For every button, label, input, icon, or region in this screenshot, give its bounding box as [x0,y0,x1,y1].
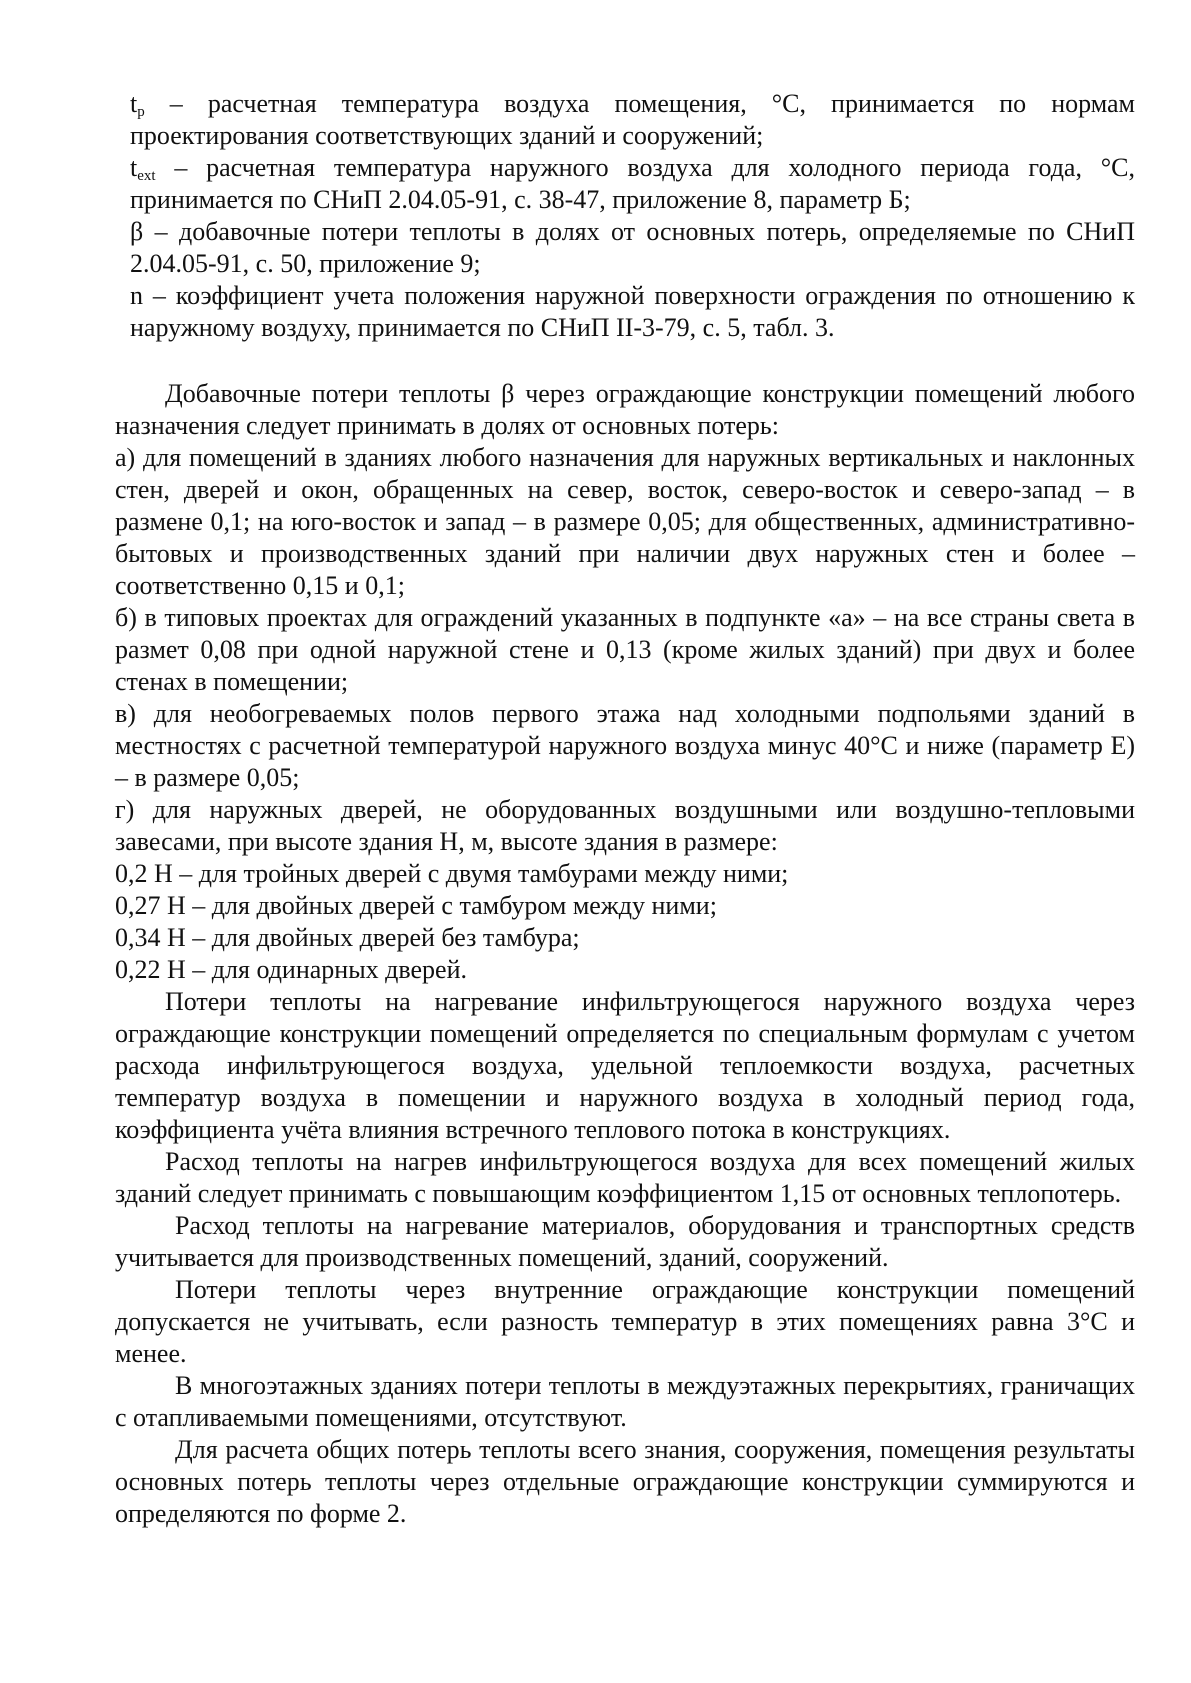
door-coefficient-line: 0,22 Н – для одинарных дверей. [115,955,468,984]
definition-text: – добавочные потери теплоты в долях от основных потерь, определяемые по СНиП 2.04.05-91, с. 50, приложение 9; [130,217,1135,278]
symbol: β [130,217,144,246]
symbol: t [130,89,138,118]
symbol-subscript: ext [137,168,156,184]
symbol: t [130,153,138,182]
symbol-subscript: p [137,104,145,120]
paragraph-total-losses: Для расчета общих потерь теплоты всего знания, сооружения, помещения результаты основных потерь теплоты через отдельные ограждающие конструкции суммируются и определяются по форме 2. [115,1435,1135,1528]
definition-text: – расчетная температура воздуха помещения, °С, принимается по нормам проектирования соответствующих зданий и сооружений; [130,89,1135,150]
list-item-v: в) для необогреваемых полов первого этажа над холодными подпольями зданий в местностях с расчетной температурой наружного воздуха минус 40°С и ниже (параметр Е) – в размере 0,05; [115,699,1135,792]
door-coefficient-line: 0,27 Н – для двойных дверей с тамбуром между ними; [115,891,717,920]
symbol: n [130,281,143,310]
definition-tp [0,88,1191,152]
body-text [0,378,1191,1530]
definition-text: – расчетная температура наружного воздуха для холодного периода года, °С, принимается по СНиП 2.04.05-91, с. 38-47, приложение 8, параметр Б; [130,153,1135,214]
list-item-g: г) для наружных дверей, не оборудованных воздушными или воздушно-тепловыми завесами, при высоте здания Н, м, высоте здания в размере: [115,795,1135,856]
paragraph-multistorey: В многоэтажных зданиях потери теплоты в междуэтажных перекрытиях, граничащих с отапливаемыми помещениями, отсутствуют. [115,1371,1135,1432]
door-coefficient-line: 0,34 Н – для двойных дверей без тамбура; [115,923,580,952]
paragraph-intro: Добавочные потери теплоты β через ограждающие конструкции помещений любого назначения следует принимать в долях от основных потерь: [115,379,1135,440]
paragraph-infiltration: Потери теплоты на нагревание инфильтрующегося наружного воздуха через ограждающие конструкции помещений определяется по специальным формулам с учетом расхода инфильтрующегося воздуха, удельной теплоемкости воздуха, расчетных температур воздуха в помещении и наружного воздуха в холодный период года, коэффициента учёта влияния встречного теплового потока в конструкциях. [115,987,1135,1144]
paragraph-infiltration-coefficient: Расход теплоты на нагрев инфильтрующегося воздуха для всех помещений жилых зданий следует принимать с повышающим коэффициентом 1,15 от основных теплопотерь. [115,1147,1135,1208]
definition-n [0,280,1191,344]
door-coefficient-line: 0,2 Н – для тройных дверей с двумя тамбурами между ними; [115,859,789,888]
paragraph-materials: Расход теплоты на нагревание материалов, оборудования и транспортных средств учитывается для производственных помещений, зданий, сооружений. [115,1211,1135,1272]
paragraph-internal-structures: Потери теплоты через внутренние ограждающие конструкции помещений допускается не учитывать, если разность температур в этих помещениях равна 3°С и менее. [115,1275,1135,1368]
list-item-b: б) в типовых проектах для ограждений указанных в подпункте «а» – на все страны света в размет 0,08 при одной наружной стене и 0,13 (кроме жилых зданий) при двух и более стенах в помещении; [115,603,1135,696]
definition-text: – коэффициент учета положения наружной поверхности ограждения по отношению к наружному воздуху, принимается по СНиП II-3-79, с. 5, табл. 3. [130,281,1135,342]
list-item-a: а) для помещений в зданиях любого назначения для наружных вертикальных и наклонных стен, дверей и окон, обращенных на север, восток, северо-восток и северо-запад – в размене 0,1; на юго-восток и запад – в размере 0,05; для общественных, административно-бытовых и производственных зданий при наличии двух наружных стен и более – соответственно 0,15 и 0,1; [115,443,1135,600]
symbol-definitions [0,88,1191,344]
definition-beta [0,216,1191,280]
definition-text-ext [0,152,1191,216]
